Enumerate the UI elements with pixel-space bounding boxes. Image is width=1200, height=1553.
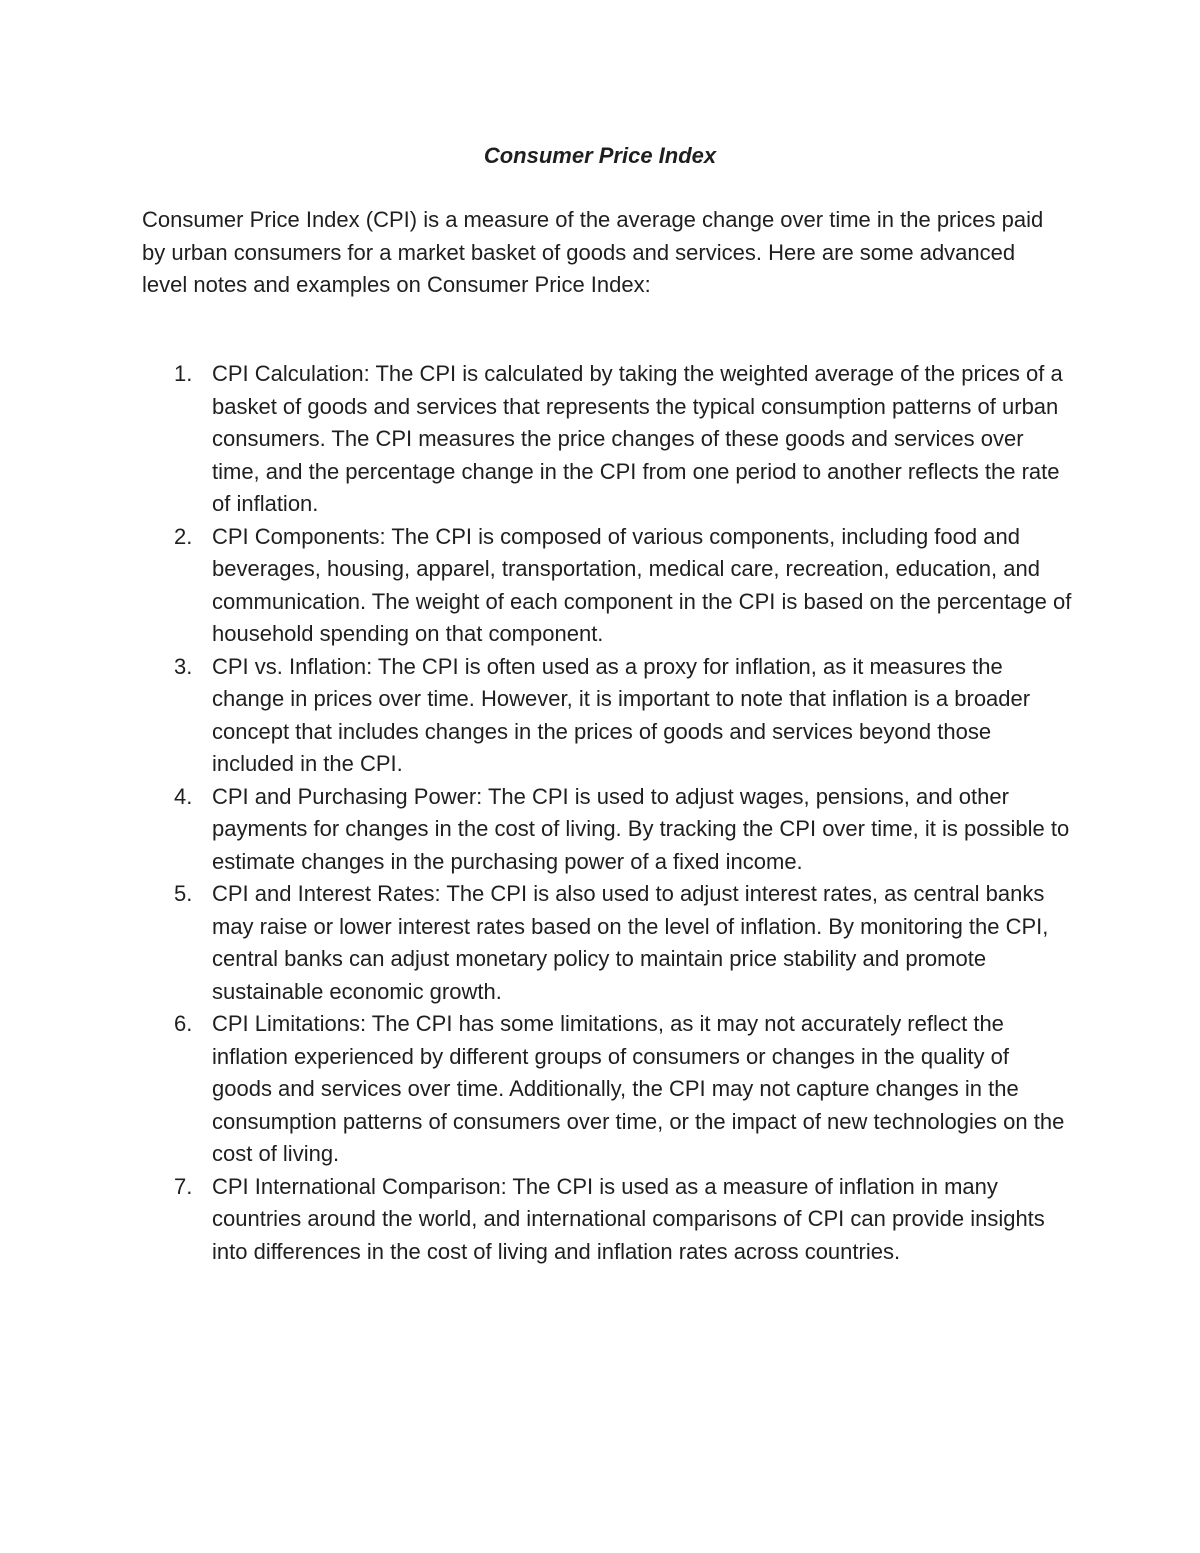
list-item-text: CPI and Interest Rates: The CPI is also used to adjust interest rates, as central banks may raise or lower interest rates based on the level of inflation. By monitoring the CPI, central banks can adjust monetary policy to maintain price stability and promote sustainable economic growth. — [212, 881, 1049, 1004]
list-item-number: 5. — [174, 881, 193, 906]
list-item — [142, 878, 1072, 1008]
list-item — [142, 1171, 1072, 1269]
list-item — [142, 1008, 1072, 1171]
list-item-number: 2. — [174, 523, 193, 549]
list-item-text: CPI Calculation: The CPI is calculated by taking the weighted average of the prices of a basket of goods and services that represents the typical consumption patterns of urban consumers. The CPI measures the price changes of these goods and services over time, and the percentage change in the CPI from one period to another reflects the rate of inflation. — [212, 361, 1063, 516]
document-title: Consumer Price Index — [483, 143, 717, 168]
list-item-text: CPI Components: The CPI is composed of various components, including food and beverages, housing, apparel, transportation, medical care, recreation, education, and communication. The weight of each component in the CPI is based on the percentage of household spending on that component. — [212, 523, 1072, 646]
list-item-text: CPI vs. Inflation: The CPI is often used as a proxy for inflation, as it measures the change in prices over time. However, it is important to note that inflation is a broader concept that includes changes in the prices of goods and services beyond those included in the CPI. — [212, 653, 1031, 776]
list-item — [142, 358, 1072, 521]
list-item-text: CPI and Purchasing Power: The CPI is used to adjust wages, pensions, and other payments for changes in the cost of living. By tracking the CPI over time, it is possible to estimate changes in the purchasing power of a fixed income. — [212, 783, 1070, 874]
intro-paragraph: Consumer Price Index (CPI) is a measure of the average change over time in the prices paid by urban consumers for a market basket of goods and services. Here are some advanced level notes and examples on Consumer Price Index: — [142, 207, 1044, 297]
notes-list — [142, 358, 1072, 1268]
list-item-text: CPI International Comparison: The CPI is used as a measure of inflation in many countries around the world, and international comparisons of CPI can provide insights into differences in the cost of living and inflation rates across countries. — [212, 1173, 1045, 1264]
list-item-number: 3. — [174, 653, 193, 679]
list-item-number: 6. — [174, 1011, 193, 1036]
list-item — [142, 781, 1072, 879]
list-item-text: CPI Limitations: The CPI has some limitations, as it may not accurately reflect the inflation experienced by different groups of consumers or changes in the quality of goods and services over time. Additionally, the CPI may not capture changes in the consumption patterns of consumers over time, or the impact of new technologies on the cost of living. — [212, 1011, 1065, 1166]
list-item-number: 7. — [174, 1173, 193, 1199]
list-item — [142, 521, 1072, 651]
list-item-number: 4. — [174, 783, 193, 809]
list-item-number: 1. — [174, 361, 193, 386]
list-item — [142, 651, 1072, 781]
